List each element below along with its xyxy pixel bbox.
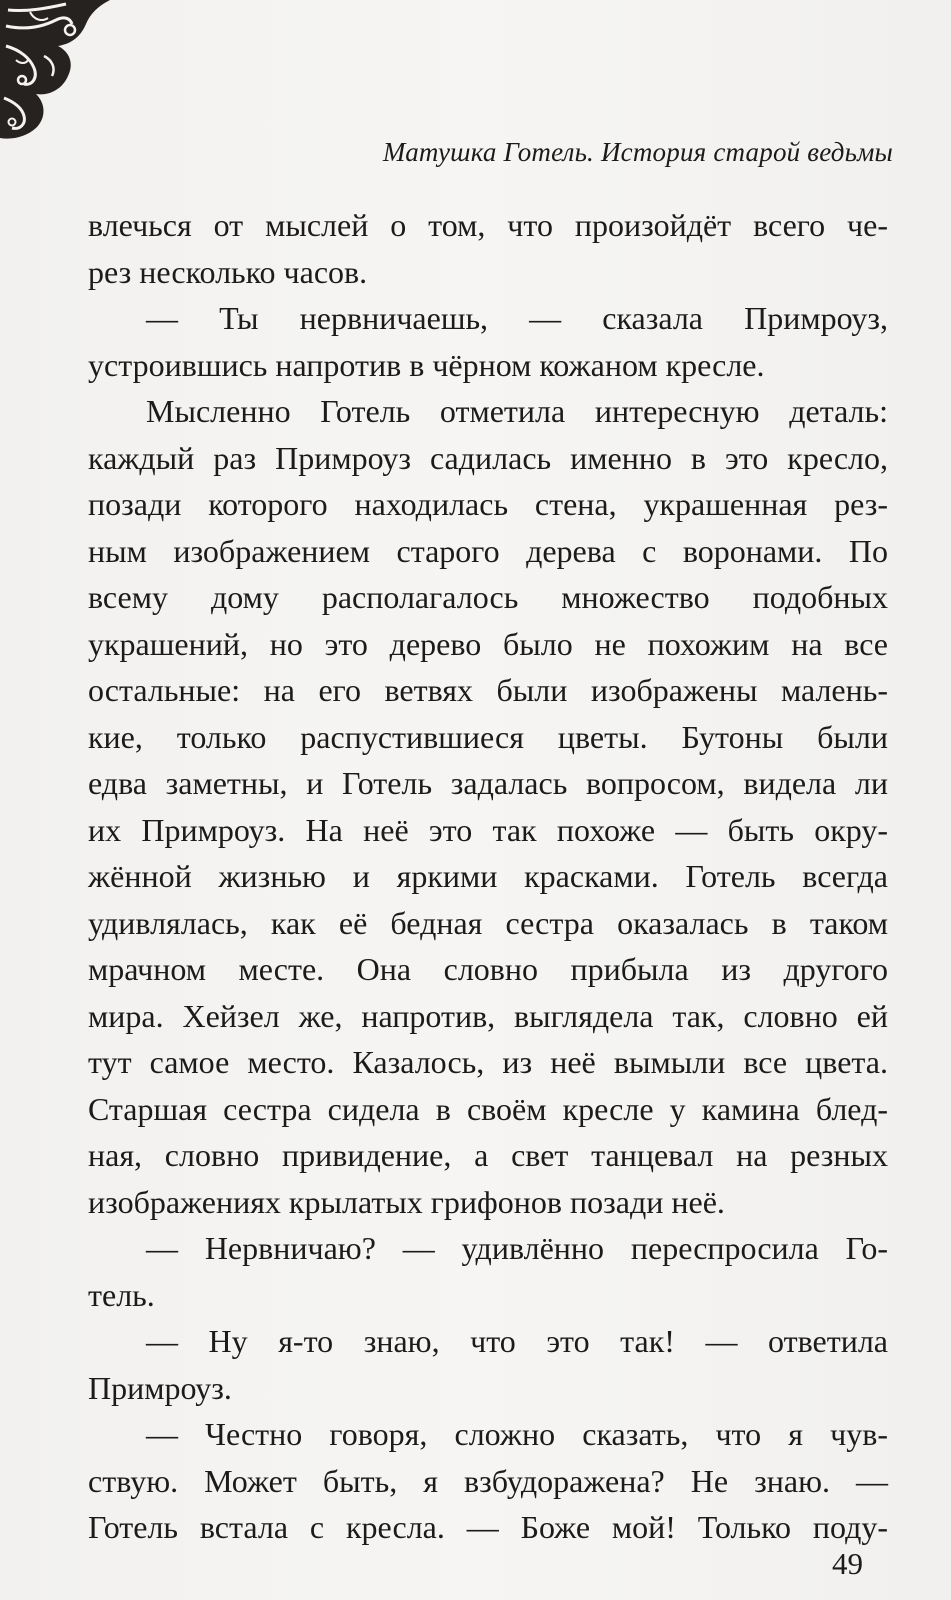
- text-line: рез несколько часов.: [88, 253, 368, 290]
- text-line: изображениях крылатых грифонов позади неё.: [88, 1183, 725, 1220]
- text-line: Примроуз.: [88, 1369, 232, 1406]
- corner-ornament-icon: [0, 0, 110, 140]
- text-line: удивлялась, как её бедная сестра оказалась в таком: [88, 904, 888, 941]
- text-line: жённой жизнью и яркими красками. Готель всегда: [88, 858, 888, 894]
- text-line: ствую. Может быть, я взбудоражена? Не знаю. —: [88, 1462, 888, 1499]
- text-line: влечься от мыслей о том, что произойдёт всего че-: [88, 207, 888, 243]
- text-line: позади которого находилась стена, украшенная рез-: [88, 486, 888, 522]
- text-line: Готель встала с кресла. — Боже мой! Только поду-: [88, 1509, 888, 1545]
- text-line: ным изображением старого дерева с воронами. По: [88, 532, 888, 569]
- text-line: — Честно говоря, сложно сказать, что я чув-: [146, 1416, 888, 1452]
- page-number: 49: [832, 1546, 863, 1581]
- text-line: мрачном месте. Она словно прибыла из другого: [88, 951, 888, 987]
- body-text: [88, 202, 888, 1551]
- text-line: — Нервничаю? — удивлённо переспросила Го-: [146, 1230, 888, 1266]
- text-line: Старшая сестра сидела в своём кресле у камина блед-: [88, 1090, 888, 1127]
- text-line: тут самое место. Казалось, из неё вымыли все цвета.: [88, 1044, 888, 1080]
- text-line: ная, словно привидение, а свет танцевал на резных: [88, 1137, 888, 1173]
- text-line: — Ты нервничаешь, — сказала Примроуз,: [146, 300, 888, 336]
- text-line: каждый раз Примроуз садилась именно в это кресло,: [88, 439, 888, 476]
- text-line: устроившись напротив в чёрном кожаном кресле.: [88, 346, 765, 383]
- text-line: — Ну я-то знаю, что это так! — ответила: [146, 1323, 888, 1359]
- text-line: едва заметны, и Готель задалась вопросом, видела ли: [88, 765, 888, 801]
- text-line: кие, только распустившиеся цветы. Бутоны были: [88, 718, 888, 755]
- text-line: украшений, но это дерево было не похожим на все: [88, 625, 888, 662]
- text-line: остальные: на его ветвях были изображены малень-: [88, 672, 888, 708]
- text-line: тель.: [88, 1276, 155, 1313]
- text-line: Мысленно Готель отметила интересную деталь:: [146, 393, 888, 429]
- text-line: всему дому располагалось множество подобных: [88, 579, 888, 615]
- running-head: Матушка Готель. История старой ведьмы: [382, 137, 893, 167]
- text-line: мира. Хейзел же, напротив, выглядела так, словно ей: [88, 997, 888, 1034]
- text-line: их Примроуз. На неё это так похоже — быть окру-: [88, 811, 888, 848]
